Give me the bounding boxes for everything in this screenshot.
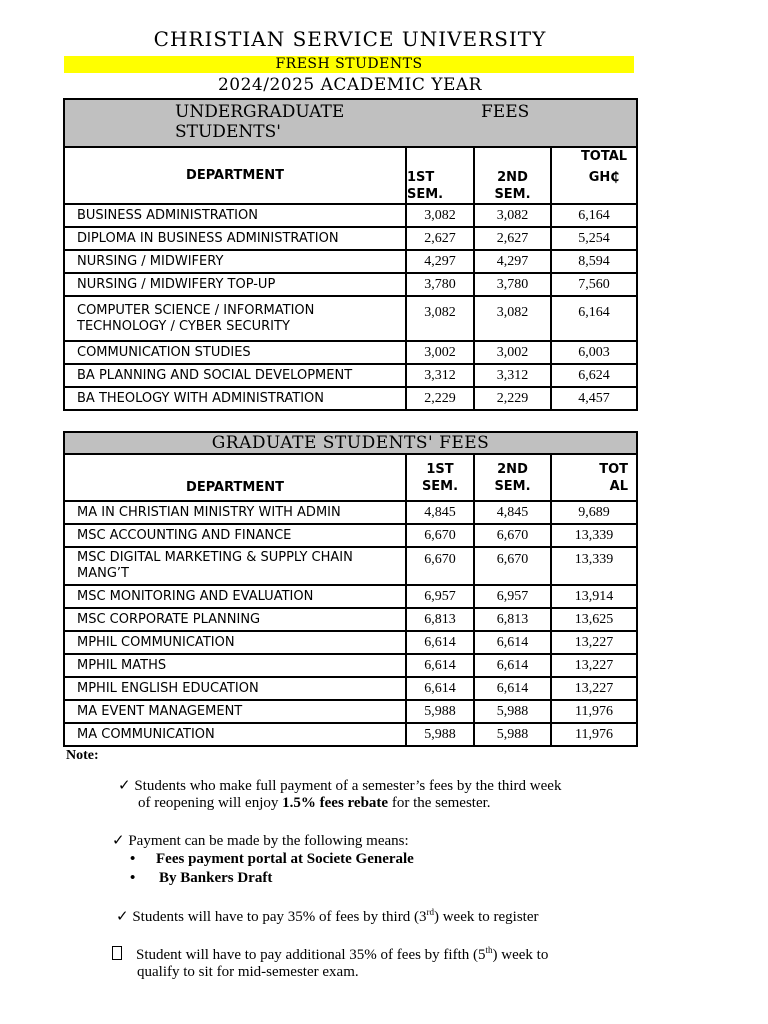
table-row bbox=[64, 654, 637, 677]
sem1-fee-cell: 2,627 bbox=[406, 227, 474, 250]
table-row bbox=[64, 341, 637, 364]
undergraduate-banner bbox=[64, 99, 637, 147]
department-cell: MA COMMUNICATION bbox=[64, 723, 406, 746]
department-cell: BA THEOLOGY WITH ADMINISTRATION bbox=[64, 387, 406, 410]
note-register: ✓ Students will have to pay 35% of fees by third (3rd) week to register bbox=[116, 907, 539, 925]
sem1-fee-cell: 4,845 bbox=[406, 501, 474, 524]
checkmark-icon: ✓ bbox=[118, 778, 131, 794]
sem2-fee-cell: 6,670 bbox=[474, 547, 551, 585]
university-title: CHRISTIAN SERVICE UNIVERSITY bbox=[153, 27, 547, 51]
total-fee-cell: 4,457 bbox=[551, 387, 637, 410]
sem2-fee-cell: 3,082 bbox=[474, 204, 551, 227]
note-mid-semester: Student will have to pay additional 35% of fees by fifth (5th) week to bbox=[112, 945, 548, 964]
total-fee-cell: 6,164 bbox=[551, 204, 637, 227]
table-row bbox=[64, 677, 637, 700]
sem1-fee-cell: 6,614 bbox=[406, 631, 474, 654]
total-fee-cell: 6,003 bbox=[551, 341, 637, 364]
pg-col-total: TOT AL bbox=[551, 454, 637, 501]
sem2-fee-cell: 3,780 bbox=[474, 273, 551, 296]
table-row bbox=[64, 524, 637, 547]
ug-banner-fees: FEES bbox=[481, 102, 530, 122]
table-row bbox=[64, 723, 637, 746]
note-mid-semester-cont: qualify to sit for mid-semester exam. bbox=[137, 964, 359, 980]
table-row bbox=[64, 387, 637, 410]
note-rebate-cont: of reopening will enjoy 1.5% fees rebate for the semester. bbox=[138, 795, 491, 811]
table-row bbox=[64, 631, 637, 654]
total-fee-cell: 5,254 bbox=[551, 227, 637, 250]
total-fee-cell: 13,625 bbox=[551, 608, 637, 631]
sem1-fee-cell: 6,614 bbox=[406, 654, 474, 677]
sem1-fee-cell: 6,614 bbox=[406, 677, 474, 700]
graduate-fees-table bbox=[63, 431, 638, 747]
sem1-fee-cell: 3,082 bbox=[406, 296, 474, 341]
sem2-fee-cell: 6,614 bbox=[474, 677, 551, 700]
sem1-fee-cell: 6,813 bbox=[406, 608, 474, 631]
sem2-fee-cell: 6,670 bbox=[474, 524, 551, 547]
sem2-fee-cell: 3,312 bbox=[474, 364, 551, 387]
department-cell: NURSING / MIDWIFERY bbox=[64, 250, 406, 273]
table-row bbox=[64, 227, 637, 250]
table-row bbox=[64, 296, 637, 341]
total-fee-cell: 13,914 bbox=[551, 585, 637, 608]
table-row bbox=[64, 364, 637, 387]
total-fee-cell: 13,227 bbox=[551, 631, 637, 654]
undergraduate-fees-table bbox=[63, 98, 638, 411]
table-row bbox=[64, 204, 637, 227]
pg-col-department: DEPARTMENT bbox=[64, 454, 406, 501]
sem2-fee-cell: 3,002 bbox=[474, 341, 551, 364]
sem2-fee-cell: 6,614 bbox=[474, 631, 551, 654]
department-cell: MSC CORPORATE PLANNING bbox=[64, 608, 406, 631]
department-cell: BUSINESS ADMINISTRATION bbox=[64, 204, 406, 227]
sem1-fee-cell: 3,002 bbox=[406, 341, 474, 364]
ug-banner-line2: STUDENTS' bbox=[175, 122, 281, 142]
ug-banner-line1: UNDERGRADUATE bbox=[175, 102, 345, 122]
ug-col-sem1: 1ST SEM. bbox=[406, 147, 474, 204]
table-row bbox=[64, 700, 637, 723]
table-row bbox=[64, 547, 637, 585]
department-cell: COMPUTER SCIENCE / INFORMATION TECHNOLOGY / CYBER SECURITY bbox=[64, 296, 406, 341]
sem2-fee-cell: 2,229 bbox=[474, 387, 551, 410]
department-cell: MA EVENT MANAGEMENT bbox=[64, 700, 406, 723]
checkmark-icon: ✓ bbox=[112, 833, 125, 849]
total-fee-cell: 9,689 bbox=[551, 501, 637, 524]
bullet-icon: • bbox=[130, 870, 136, 886]
ug-col-department: DEPARTMENT bbox=[64, 147, 406, 204]
department-cell: MPHIL MATHS bbox=[64, 654, 406, 677]
department-cell: COMMUNICATION STUDIES bbox=[64, 341, 406, 364]
ug-col-sem2: 2ND SEM. bbox=[474, 147, 551, 204]
department-cell: DIPLOMA IN BUSINESS ADMINISTRATION bbox=[64, 227, 406, 250]
missing-glyph-icon bbox=[112, 946, 122, 960]
notes-heading: Note: bbox=[66, 748, 99, 763]
sem2-fee-cell: 2,627 bbox=[474, 227, 551, 250]
pg-col-sem1: 1ST SEM. bbox=[406, 454, 474, 501]
total-fee-cell: 11,976 bbox=[551, 700, 637, 723]
sem1-fee-cell: 3,082 bbox=[406, 204, 474, 227]
graduate-banner: GRADUATE STUDENTS' FEES bbox=[64, 432, 637, 454]
sem2-fee-cell: 5,988 bbox=[474, 700, 551, 723]
department-cell: MSC MONITORING AND EVALUATION bbox=[64, 585, 406, 608]
table-row bbox=[64, 585, 637, 608]
ug-col-total: TOTAL GH₵ bbox=[551, 147, 637, 204]
department-cell: MSC ACCOUNTING AND FINANCE bbox=[64, 524, 406, 547]
sem2-fee-cell: 3,082 bbox=[474, 296, 551, 341]
table-row bbox=[64, 250, 637, 273]
sem1-fee-cell: 5,988 bbox=[406, 723, 474, 746]
department-cell: MPHIL COMMUNICATION bbox=[64, 631, 406, 654]
department-cell: MSC DIGITAL MARKETING & SUPPLY CHAIN MANG’T bbox=[64, 547, 406, 585]
total-fee-cell: 13,339 bbox=[551, 524, 637, 547]
table-row bbox=[64, 608, 637, 631]
fresh-students-banner: FRESH STUDENTS bbox=[64, 56, 634, 73]
department-cell: NURSING / MIDWIFERY TOP-UP bbox=[64, 273, 406, 296]
total-fee-cell: 11,976 bbox=[551, 723, 637, 746]
sem2-fee-cell: 4,845 bbox=[474, 501, 551, 524]
sem1-fee-cell: 2,229 bbox=[406, 387, 474, 410]
department-cell: MPHIL ENGLISH EDUCATION bbox=[64, 677, 406, 700]
pg-col-sem2: 2ND SEM. bbox=[474, 454, 551, 501]
academic-year-title: 2024/2025 ACADEMIC YEAR bbox=[217, 75, 482, 95]
note-payment-means: ✓ Payment can be made by the following means: bbox=[112, 833, 409, 849]
total-fee-cell: 6,624 bbox=[551, 364, 637, 387]
sem2-fee-cell: 5,988 bbox=[474, 723, 551, 746]
total-fee-cell: 8,594 bbox=[551, 250, 637, 273]
total-fee-cell: 13,227 bbox=[551, 654, 637, 677]
bullet-icon: • bbox=[130, 851, 136, 867]
table-row bbox=[64, 273, 637, 296]
sem2-fee-cell: 6,813 bbox=[474, 608, 551, 631]
sem1-fee-cell: 6,670 bbox=[406, 547, 474, 585]
checkmark-icon: ✓ bbox=[116, 909, 129, 925]
sem1-fee-cell: 4,297 bbox=[406, 250, 474, 273]
total-fee-cell: 6,164 bbox=[551, 296, 637, 341]
sem1-fee-cell: 6,670 bbox=[406, 524, 474, 547]
total-fee-cell: 13,339 bbox=[551, 547, 637, 585]
department-cell: MA IN CHRISTIAN MINISTRY WITH ADMIN bbox=[64, 501, 406, 524]
department-cell: BA PLANNING AND SOCIAL DEVELOPMENT bbox=[64, 364, 406, 387]
bullet-draft: • By Bankers Draft bbox=[130, 870, 273, 886]
total-fee-cell: 13,227 bbox=[551, 677, 637, 700]
sem2-fee-cell: 6,957 bbox=[474, 585, 551, 608]
sem1-fee-cell: 5,988 bbox=[406, 700, 474, 723]
note-rebate: ✓ Students who make full payment of a semester’s fees by the third week bbox=[118, 778, 562, 794]
sem1-fee-cell: 3,780 bbox=[406, 273, 474, 296]
sem1-fee-cell: 6,957 bbox=[406, 585, 474, 608]
total-fee-cell: 7,560 bbox=[551, 273, 637, 296]
sem2-fee-cell: 4,297 bbox=[474, 250, 551, 273]
bullet-portal: • Fees payment portal at Societe Generale bbox=[130, 851, 414, 867]
table-row bbox=[64, 501, 637, 524]
sem1-fee-cell: 3,312 bbox=[406, 364, 474, 387]
sem2-fee-cell: 6,614 bbox=[474, 654, 551, 677]
